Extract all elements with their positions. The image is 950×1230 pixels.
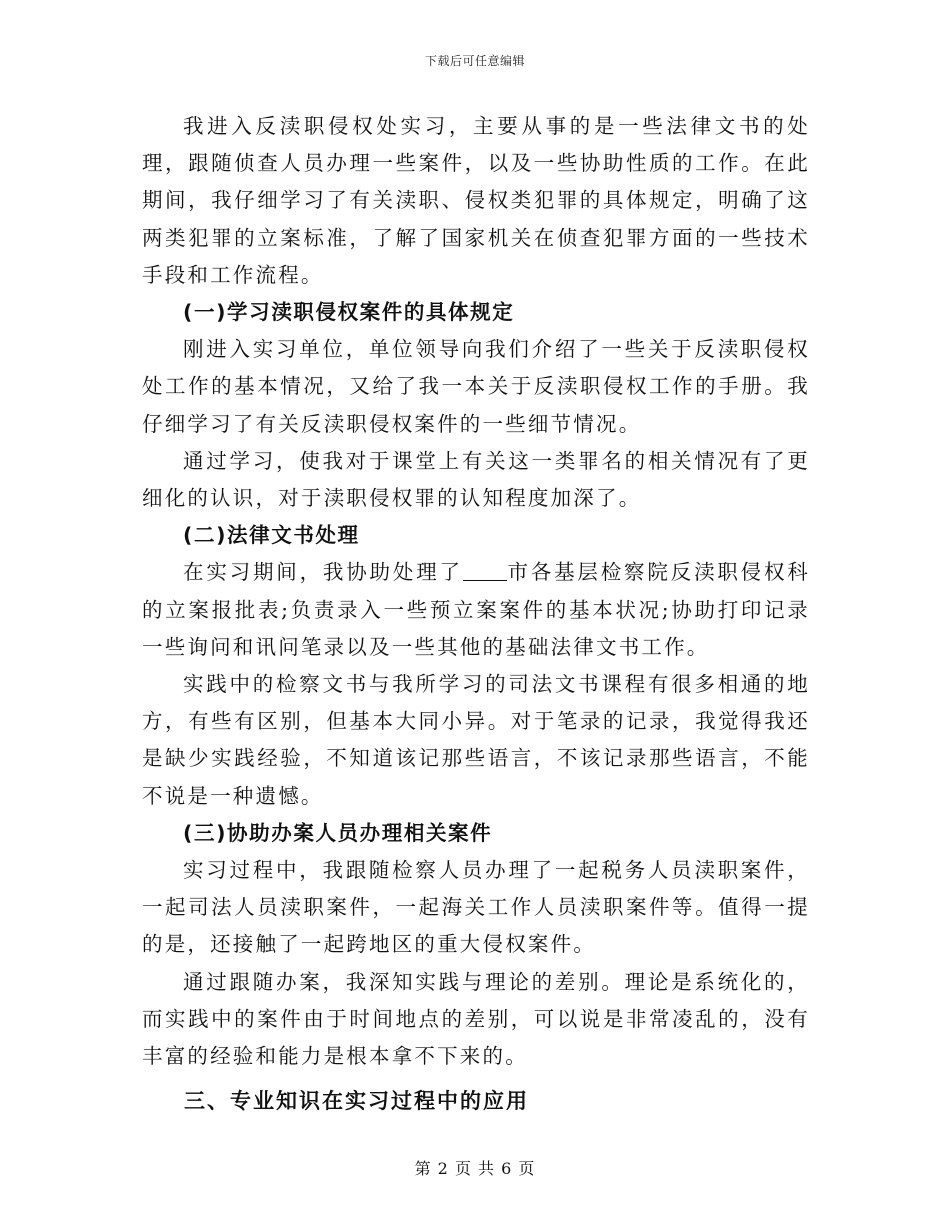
page-header-note: 下载后可任意编辑	[424, 54, 525, 68]
section-heading: (二)法律文书处理	[183, 523, 360, 548]
document-body	[142, 108, 810, 1120]
paragraph: 刚进入实习单位，单位领导向我们介绍了一些关于反渎职侵权处工作的基本情况，又给了我一本关于反渎职侵权工作的手册。我仔细学习了有关反渎职侵权案件的一些细节情况。	[142, 337, 810, 436]
page-number: 第 2 页 共 6 页	[414, 1159, 536, 1178]
chapter-heading: 三、专业知识在实习过程中的应用	[184, 1089, 529, 1114]
paragraph: 我进入反渎职侵权处实习，主要从事的是一些法律文书的处理，跟随侦查人员办理一些案件，以及一些协助性质的工作。在此期间，我仔细学习了有关渎职、侵权类犯罪的具体规定，明确了这两类犯罪的立案标准，了解了国家机关在侦查犯罪方面的一些技术手段和工作流程。	[142, 114, 810, 287]
paragraph-text: 在实习期间，我协助处理了	[183, 560, 463, 585]
paragraph: 实习过程中，我跟随检察人员办理了一起税务人员渎职案件，一起司法人员渎职案件，一起海关工作人员渎职案件等。值得一提的是，还接触了一起跨地区的重大侵权案件。	[142, 858, 810, 957]
paragraph: 通过学习，使我对于课堂上有关这一类罪名的相关情况有了更细化的认识，对于渎职侵权罪的认知程度加深了。	[142, 448, 810, 511]
section-heading: (三)协助办案人员办理相关案件	[183, 820, 493, 845]
paragraph: 通过跟随办案，我深知实践与理论的差别。理论是系统化的，而实践中的案件由于时间地点的差别，可以说是非常凌乱的，没有丰富的经验和能力是根本拿不下来的。	[142, 969, 810, 1069]
section-heading: (一)学习渎职侵权案件的具体规定	[183, 300, 515, 325]
paragraph-text: 市各基层检察院反渎职侵权科的立案报批表;负责录入一些预立案案件的基本状况;协助打印记录一些询问和讯问笔录以及一些其他的基础法律文书工作。	[142, 560, 810, 659]
paragraph: 实践中的检察文书与我所学习的司法文书课程有很多相通的地方，有些有区别，但基本大同小异。对于笔录的记录，我觉得我还是缺少实践经验，不知道该记那些语言，不该记录那些语言，不能不说是一种遗憾。	[142, 672, 810, 808]
fill-in-blank	[463, 560, 507, 581]
paragraph-with-blank	[142, 554, 810, 666]
